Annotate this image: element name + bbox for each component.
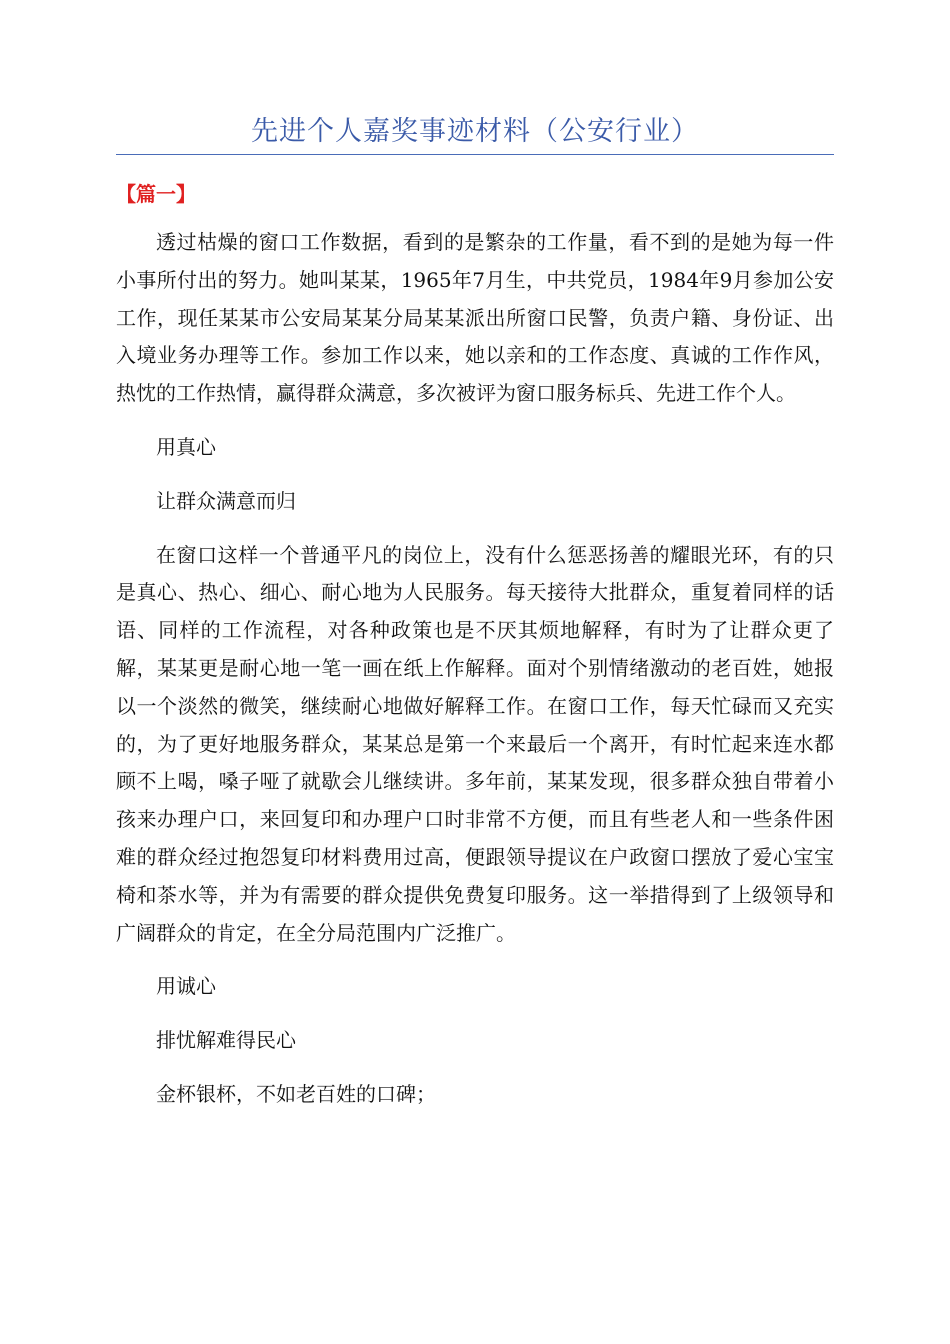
document-body <box>116 224 834 1114</box>
paragraph-window-service: 在窗口这样一个普通平凡的岗位上，没有什么惩恶扬善的耀眼光环，有的只是真心、热心、细心、耐心地为人民服务。每天接待大批群众，重复着同样的话语、同样的工作流程，对各种政策也是不厌其烦地解释，有时为了让群众更了解，某某更是耐心地一笔一画在纸上作解释。面对个别情绪激动的老百姓，她报以一个淡然的微笑，继续耐心地做好解释工作。在窗口工作，每天忙碌而又充实的，为了更好地服务群众，某某总是第一个来最后一个离开，有时忙起来连水都顾不上喝，嗓子哑了就歇会儿继续讲。多年前，某某发现，很多群众独自带着小孩来办理户口，来回复印和办理户口时非常不方便，而且有些老人和一些条件困难的群众经过抱怨复印材料费用过高，便跟领导提议在户政窗口摆放了爱心宝宝椅和茶水等，并为有需要的群众提供免费复印服务。这一举措得到了上级领导和广阔群众的肯定，在全分局范围内广泛推广。 <box>116 542 834 945</box>
subheading-sincerity: 用真心 <box>156 434 216 459</box>
subheading-satisfaction: 让群众满意而归 <box>156 488 296 513</box>
document-title: 先进个人嘉奖事迹材料（公安行业） <box>251 116 699 147</box>
title-underline <box>116 154 834 155</box>
section-heading: 【篇一】 <box>116 182 196 206</box>
subheading-solve-problems: 排忧解难得民心 <box>156 1028 296 1053</box>
paragraph-reputation: 金杯银杯，不如老百姓的口碑； <box>156 1081 436 1106</box>
paragraph-intro: 透过枯燥的窗口工作数据，看到的是繁杂的工作量，看不到的是她为每一件小事所付出的努力。她叫某某，1965年7月生，中共党员，1984年9月参加公安工作，现任某某市公安局某某分局某某派出所窗口民警，负责户籍、身份证、出入境业务办理等工作。参加工作以来，她以亲和的工作态度、真诚的工作作风，热忱的工作热情，赢得群众满意，多次被评为窗口服务标兵、先进工作个人。 <box>116 230 834 406</box>
subheading-honesty: 用诚心 <box>156 974 216 999</box>
